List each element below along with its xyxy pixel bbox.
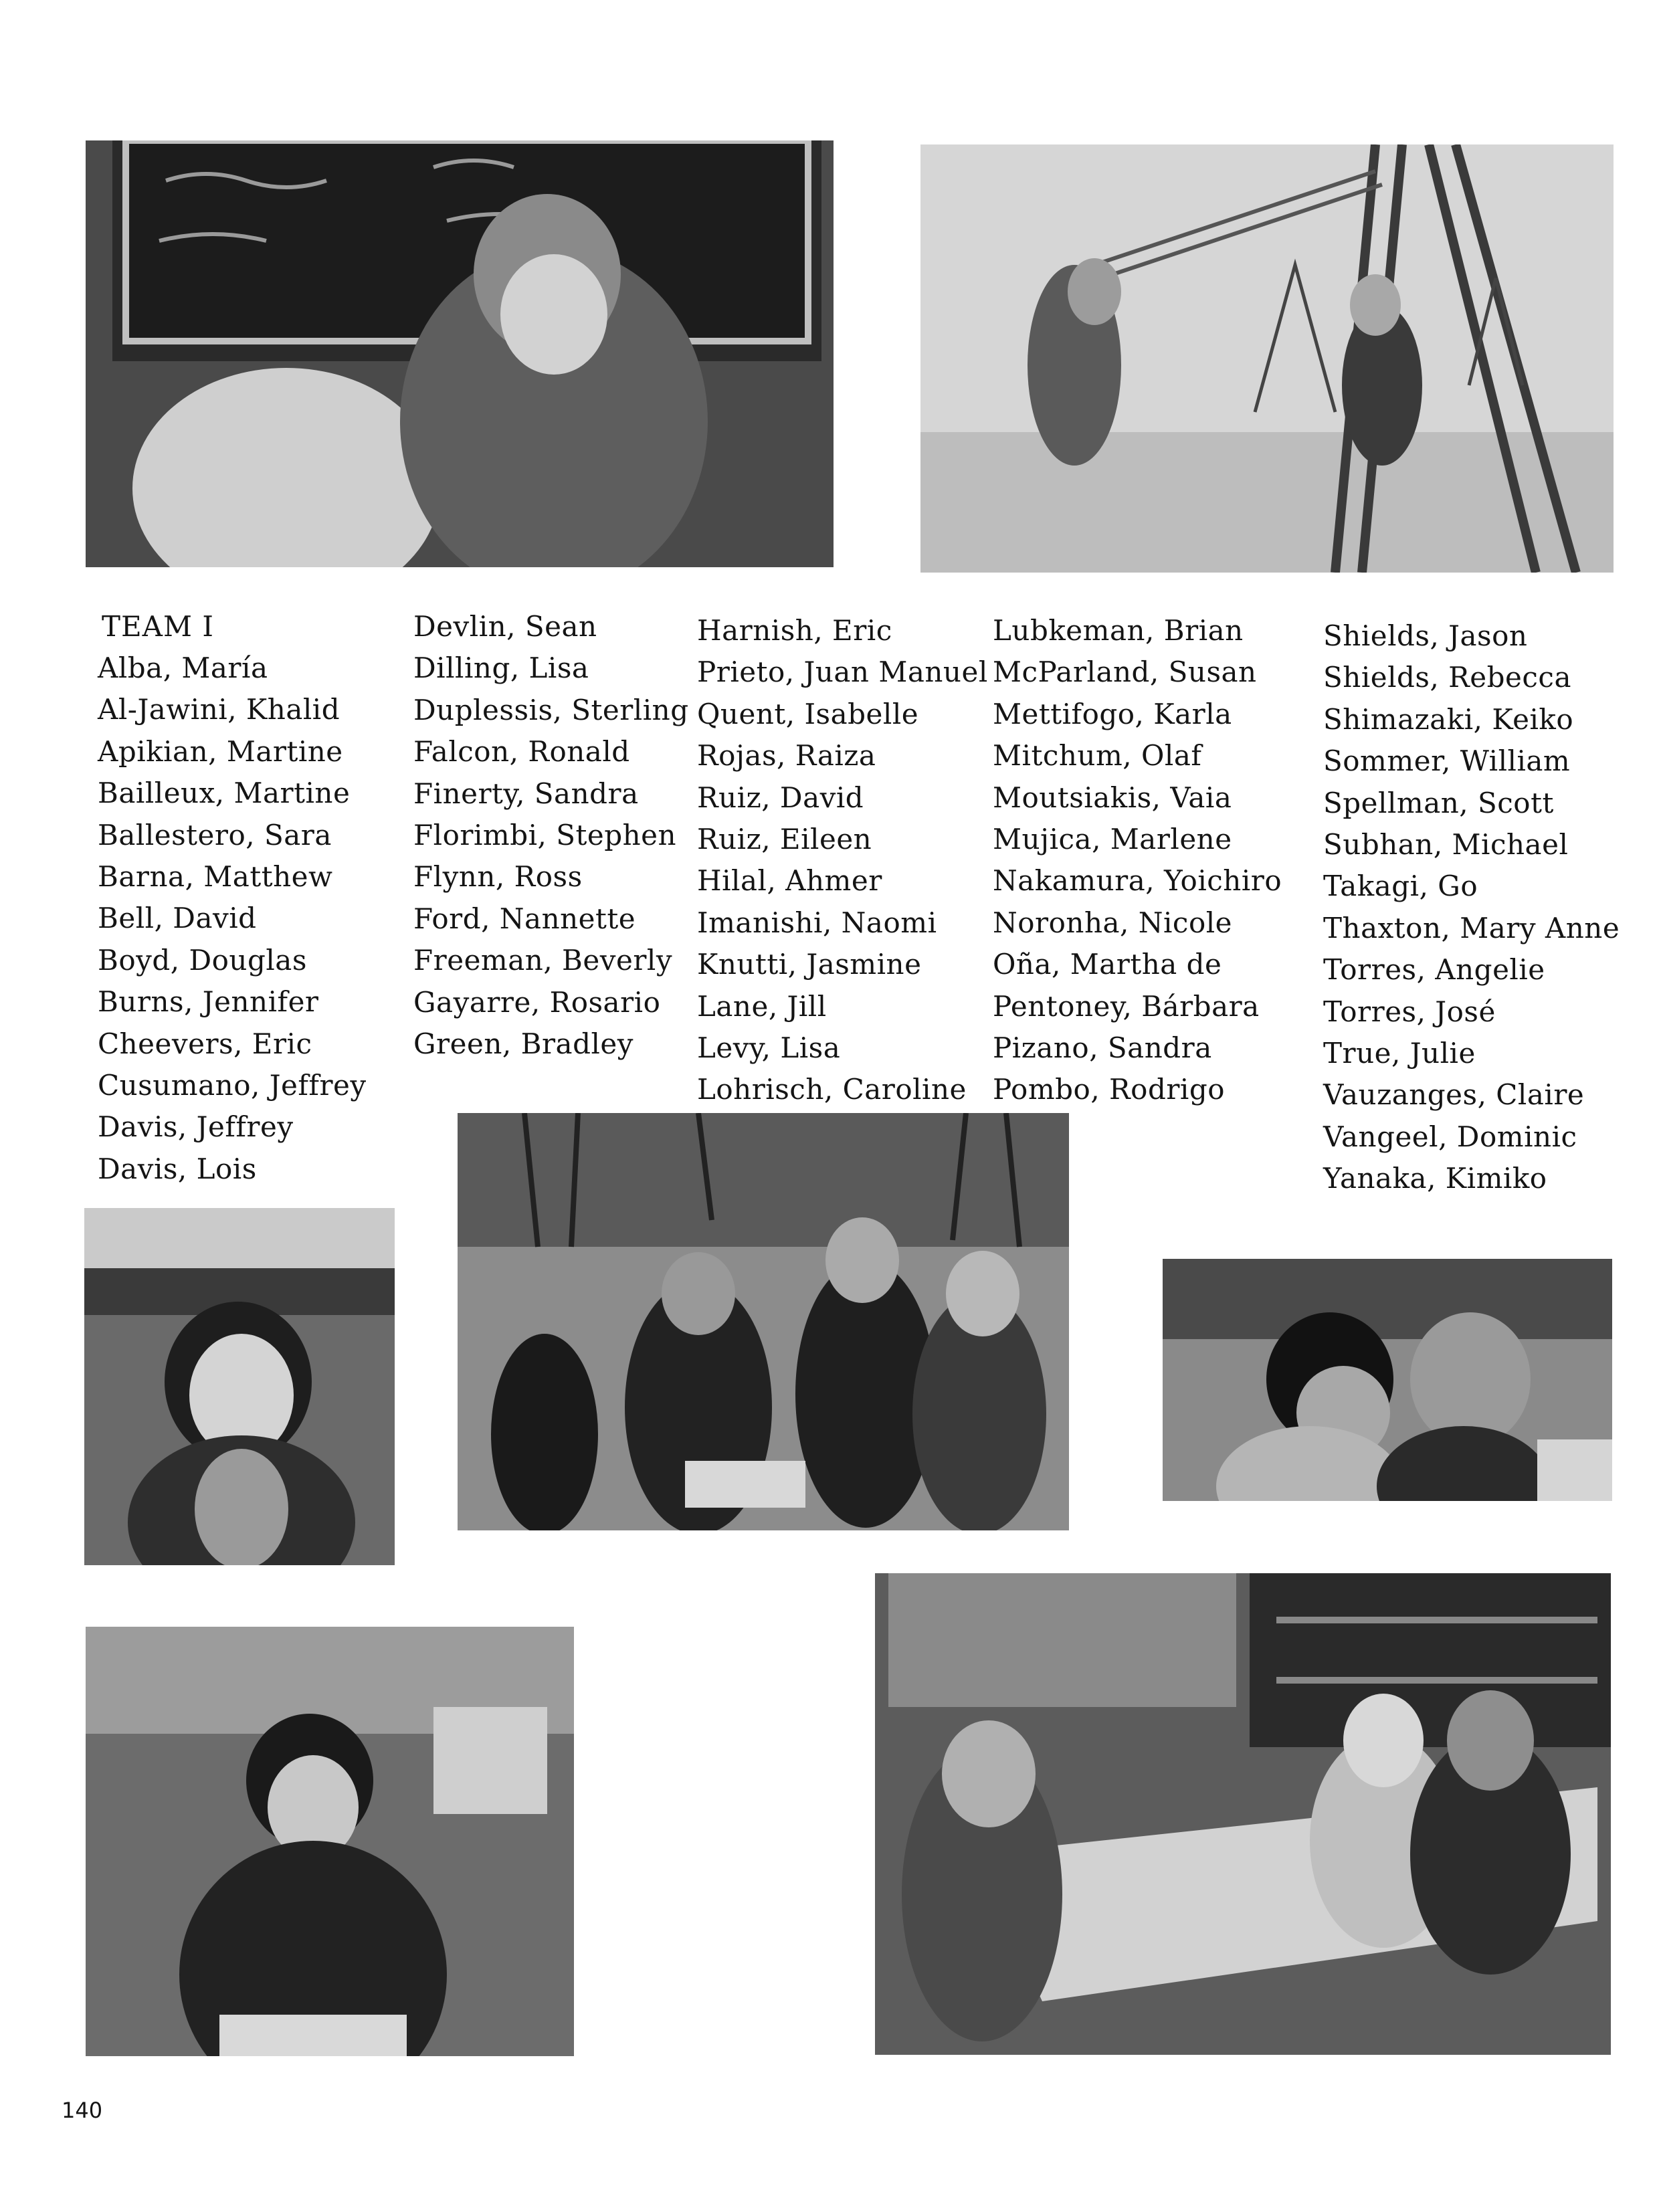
roster-name: Pentoney, Bárbara <box>993 989 1260 1023</box>
roster-name: Noronha, Nicole <box>993 906 1233 939</box>
roster-name: Levy, Lisa <box>697 1031 841 1065</box>
roster-name: Devlin, Sean <box>413 610 597 643</box>
roster-name: Gayarre, Rosario <box>413 985 661 1019</box>
photo-boy-at-desk <box>86 1627 574 2056</box>
roster-column-5 <box>1323 615 1620 1200</box>
roster-name: Torres, Angelie <box>1323 953 1545 987</box>
roster-name: Prieto, Juan Manuel <box>697 656 988 689</box>
roster-name: Burns, Jennifer <box>98 985 319 1019</box>
roster-name: Sommer, William <box>1323 744 1571 778</box>
roster-name: Oña, Martha de <box>993 948 1222 981</box>
roster-name: Ford, Nannette <box>413 902 636 935</box>
roster-name: Mitchum, Olaf <box>993 739 1202 773</box>
roster-name: Quent, Isabelle <box>697 697 919 730</box>
roster-name: Lane, Jill <box>697 989 827 1023</box>
roster-name: Cusumano, Jeffrey <box>98 1069 367 1102</box>
roster-name: Spellman, Scott <box>1323 786 1554 819</box>
roster-column-3 <box>697 610 988 1111</box>
roster-name: Subhan, Michael <box>1323 828 1569 862</box>
roster-name: Boyd, Douglas <box>98 943 307 977</box>
roster-name: True, Julie <box>1323 1037 1476 1070</box>
roster-name: Knutti, Jasmine <box>697 948 922 981</box>
roster-name: Hilal, Ahmer <box>697 864 882 898</box>
roster-name: Shimazaki, Keiko <box>1323 702 1574 736</box>
roster-name: Yanaka, Kimiko <box>1323 1162 1547 1195</box>
roster-name: Dilling, Lisa <box>413 651 589 685</box>
roster-name: Ruiz, Eileen <box>697 823 872 856</box>
photo-playground-swings <box>920 144 1614 573</box>
roster-name: Shields, Rebecca <box>1323 661 1571 694</box>
roster-name: Flynn, Ross <box>413 860 583 894</box>
roster-name: Alba, María <box>98 651 268 684</box>
roster-name: Florimbi, Stephen <box>413 819 677 852</box>
roster-name: Lubkeman, Brian <box>993 614 1244 647</box>
roster-name: Rojas, Raiza <box>697 739 876 773</box>
roster-name: Imanishi, Naomi <box>697 906 937 939</box>
roster-name: Mettifogo, Karla <box>993 697 1232 730</box>
roster-name: Moutsiakis, Vaia <box>993 781 1232 814</box>
roster-name: Barna, Matthew <box>98 860 333 894</box>
roster-name: McParland, Susan <box>993 656 1257 689</box>
roster-name: Bailleux, Martine <box>98 777 351 810</box>
roster-name: Vangeel, Dominic <box>1323 1120 1577 1153</box>
team-heading: TEAM I <box>102 610 214 643</box>
roster-name: Shields, Jason <box>1323 619 1528 652</box>
roster-name: Lohrisch, Caroline <box>697 1073 967 1106</box>
roster-name: Nakamura, Yoichiro <box>993 864 1282 898</box>
page-number: 140 <box>62 2098 103 2123</box>
roster-name: Harnish, Eric <box>697 614 892 647</box>
roster-name: Al-Jawini, Khalid <box>98 693 340 726</box>
roster-name: Duplessis, Sterling <box>413 693 689 726</box>
roster-name: Torres, José <box>1323 995 1496 1028</box>
roster-name: Freeman, Beverly <box>413 944 673 977</box>
roster-name: Davis, Lois <box>98 1152 257 1185</box>
roster-name: Vauzanges, Claire <box>1323 1078 1585 1112</box>
roster-name: Bell, David <box>98 902 257 935</box>
roster-column-1 <box>98 647 367 1190</box>
photo-children-reading-floor <box>458 1113 1069 1530</box>
roster-name: Finerty, Sandra <box>413 777 639 810</box>
roster-name: Thaxton, Mary Anne <box>1323 911 1620 944</box>
roster-column-4 <box>993 610 1282 1111</box>
roster-name: Falcon, Ronald <box>413 735 630 769</box>
roster-name: Mujica, Marlene <box>993 823 1232 856</box>
roster-name: Cheevers, Eric <box>98 1027 312 1060</box>
roster-name: Ruiz, David <box>697 781 864 814</box>
photo-girl-portrait <box>84 1208 395 1565</box>
photo-classroom-desks <box>875 1573 1611 2055</box>
roster-name: Pombo, Rodrigo <box>993 1073 1226 1106</box>
roster-name: Davis, Jeffrey <box>98 1110 294 1144</box>
roster-name: Takagi, Go <box>1323 870 1478 903</box>
photo-classroom-girls-chalkboard <box>86 140 834 567</box>
photo-two-children-talking <box>1163 1259 1612 1501</box>
roster-name: Ballestero, Sara <box>98 818 332 851</box>
roster-name: Green, Bradley <box>413 1027 633 1061</box>
roster-column-2 <box>413 606 689 1065</box>
roster-name: Apikian, Martine <box>98 734 343 768</box>
roster-name: Pizano, Sandra <box>993 1031 1212 1065</box>
